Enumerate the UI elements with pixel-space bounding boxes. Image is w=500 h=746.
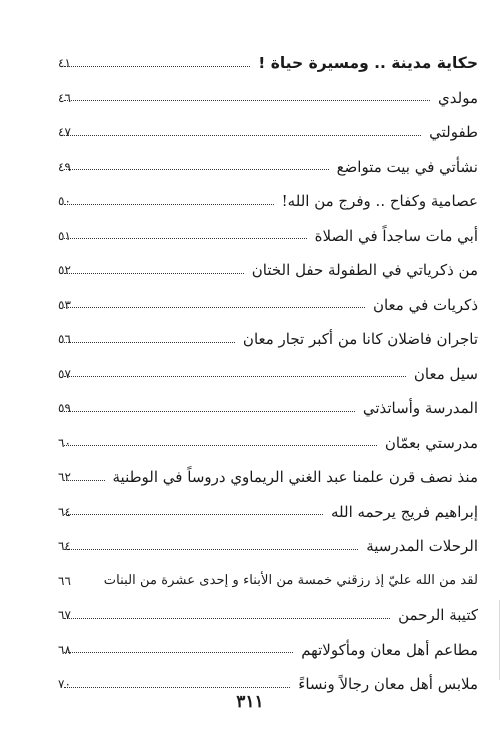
toc-entry <box>58 288 478 323</box>
page-number: ٣١١ <box>236 692 264 712</box>
toc-entry-title: ذكريات في معان <box>372 295 478 314</box>
toc-entry <box>58 495 478 530</box>
toc-entry-title: ملابس أهل معان رجالاً ونساءً <box>298 675 478 694</box>
toc-dot-leader <box>64 652 293 653</box>
toc-entry-title: لقد من الله عليّ إذ رزقني خمسة من الأبناء و إحدى عشرة من البنات <box>103 573 478 589</box>
toc-entry-page: ٥٣ <box>58 297 71 312</box>
toc-dot-leader <box>64 307 365 308</box>
toc-entry-title: كتيبة الرحمن <box>398 606 478 625</box>
toc-dot-leader <box>64 100 430 101</box>
toc-entry-page: ٦٧ <box>58 608 71 623</box>
toc-entry <box>58 81 478 116</box>
toc-entry <box>58 633 478 668</box>
toc-entry-page: ٦٨ <box>58 642 71 657</box>
toc-entry-title: إبراهيم فريج يرحمه الله <box>331 502 478 521</box>
toc-entry-title: أبي مات ساجداً في الصلاة <box>314 226 478 245</box>
toc-entry-page: ٤١ <box>58 56 71 71</box>
toc-dot-leader <box>64 66 250 67</box>
toc-entry-title: المدرسة وأساتذتي <box>362 399 478 418</box>
toc-entry-title: نشأتي في بيت متواضع <box>336 157 478 176</box>
toc-entry-title: مدرستي بعمّان <box>384 433 478 452</box>
toc-entry <box>58 115 478 150</box>
toc-entry-title: من ذكرياتي في الطفولة حفل الختان <box>251 261 478 280</box>
toc-entry-page: ٥٧ <box>58 366 71 381</box>
toc-dot-leader <box>64 618 390 619</box>
toc-dot-leader <box>64 549 358 550</box>
toc-entry-page: ٦٠ <box>58 435 71 450</box>
toc-entry <box>58 219 478 254</box>
toc-entry <box>58 184 478 219</box>
toc-entry-page: ٦٤ <box>58 504 71 519</box>
toc-dot-leader <box>64 238 307 239</box>
toc-entry <box>58 564 478 599</box>
toc-entry <box>58 598 478 633</box>
toc-entry-title: منذ نصف قرن علمنا عبد الغني الريماوي دروساً في الوطنية <box>112 468 478 487</box>
toc-entry-page: ٥١ <box>58 228 71 243</box>
toc-entry-title: طفولتي <box>429 123 478 142</box>
toc-entry-heading <box>58 46 478 81</box>
toc-dot-leader <box>64 169 329 170</box>
toc-entry-title: تاجران فاضلان كانا من أكبر تجار معان <box>242 330 478 349</box>
toc-entry-page: ٤٧ <box>58 125 71 140</box>
toc-entry-page: ٦٦ <box>58 573 71 588</box>
toc-entry <box>58 150 478 185</box>
toc-entry-title: الرحلات المدرسية <box>366 537 478 556</box>
toc-entry-title: مطاعم أهل معان ومأكولاتهم <box>301 640 478 659</box>
toc-entry-title: حكاية مدينة .. ومسيرة حياة ! <box>258 54 478 73</box>
toc-dot-leader <box>64 135 421 136</box>
toc-entry <box>58 253 478 288</box>
toc-dot-leader <box>64 411 355 412</box>
toc-entry-page: ٦٤ <box>58 539 71 554</box>
toc-entry-page: ٥٩ <box>58 401 71 416</box>
toc-dot-leader <box>64 376 406 377</box>
toc-entry <box>58 357 478 392</box>
toc-entry <box>58 426 478 461</box>
toc-entry-page: ٥٦ <box>58 332 71 347</box>
toc-entry-page: ٥٠ <box>58 194 71 209</box>
toc-dot-leader <box>64 273 244 274</box>
toc-entry-page: ٤٩ <box>58 159 71 174</box>
toc-dot-leader <box>64 445 377 446</box>
toc-dot-leader <box>64 204 274 205</box>
toc-entry-page: ٥٢ <box>58 263 71 278</box>
table-of-contents <box>58 46 478 702</box>
toc-entry <box>58 322 478 357</box>
toc-dot-leader <box>64 342 235 343</box>
toc-entry <box>58 391 478 426</box>
toc-entry <box>58 529 478 564</box>
toc-entry-page: ٧٠ <box>58 677 71 692</box>
toc-entry-page: ٤٦ <box>58 90 71 105</box>
toc-entry-page: ٦٢ <box>58 470 71 485</box>
toc-entry <box>58 460 478 495</box>
toc-entry-title: مولدي <box>438 88 478 107</box>
toc-dot-leader <box>64 687 290 688</box>
toc-dot-leader <box>64 514 323 515</box>
toc-entry-title: عصامية وكفاح .. وفرج من الله! <box>281 192 478 211</box>
toc-entry-title: سيل معان <box>413 364 478 383</box>
